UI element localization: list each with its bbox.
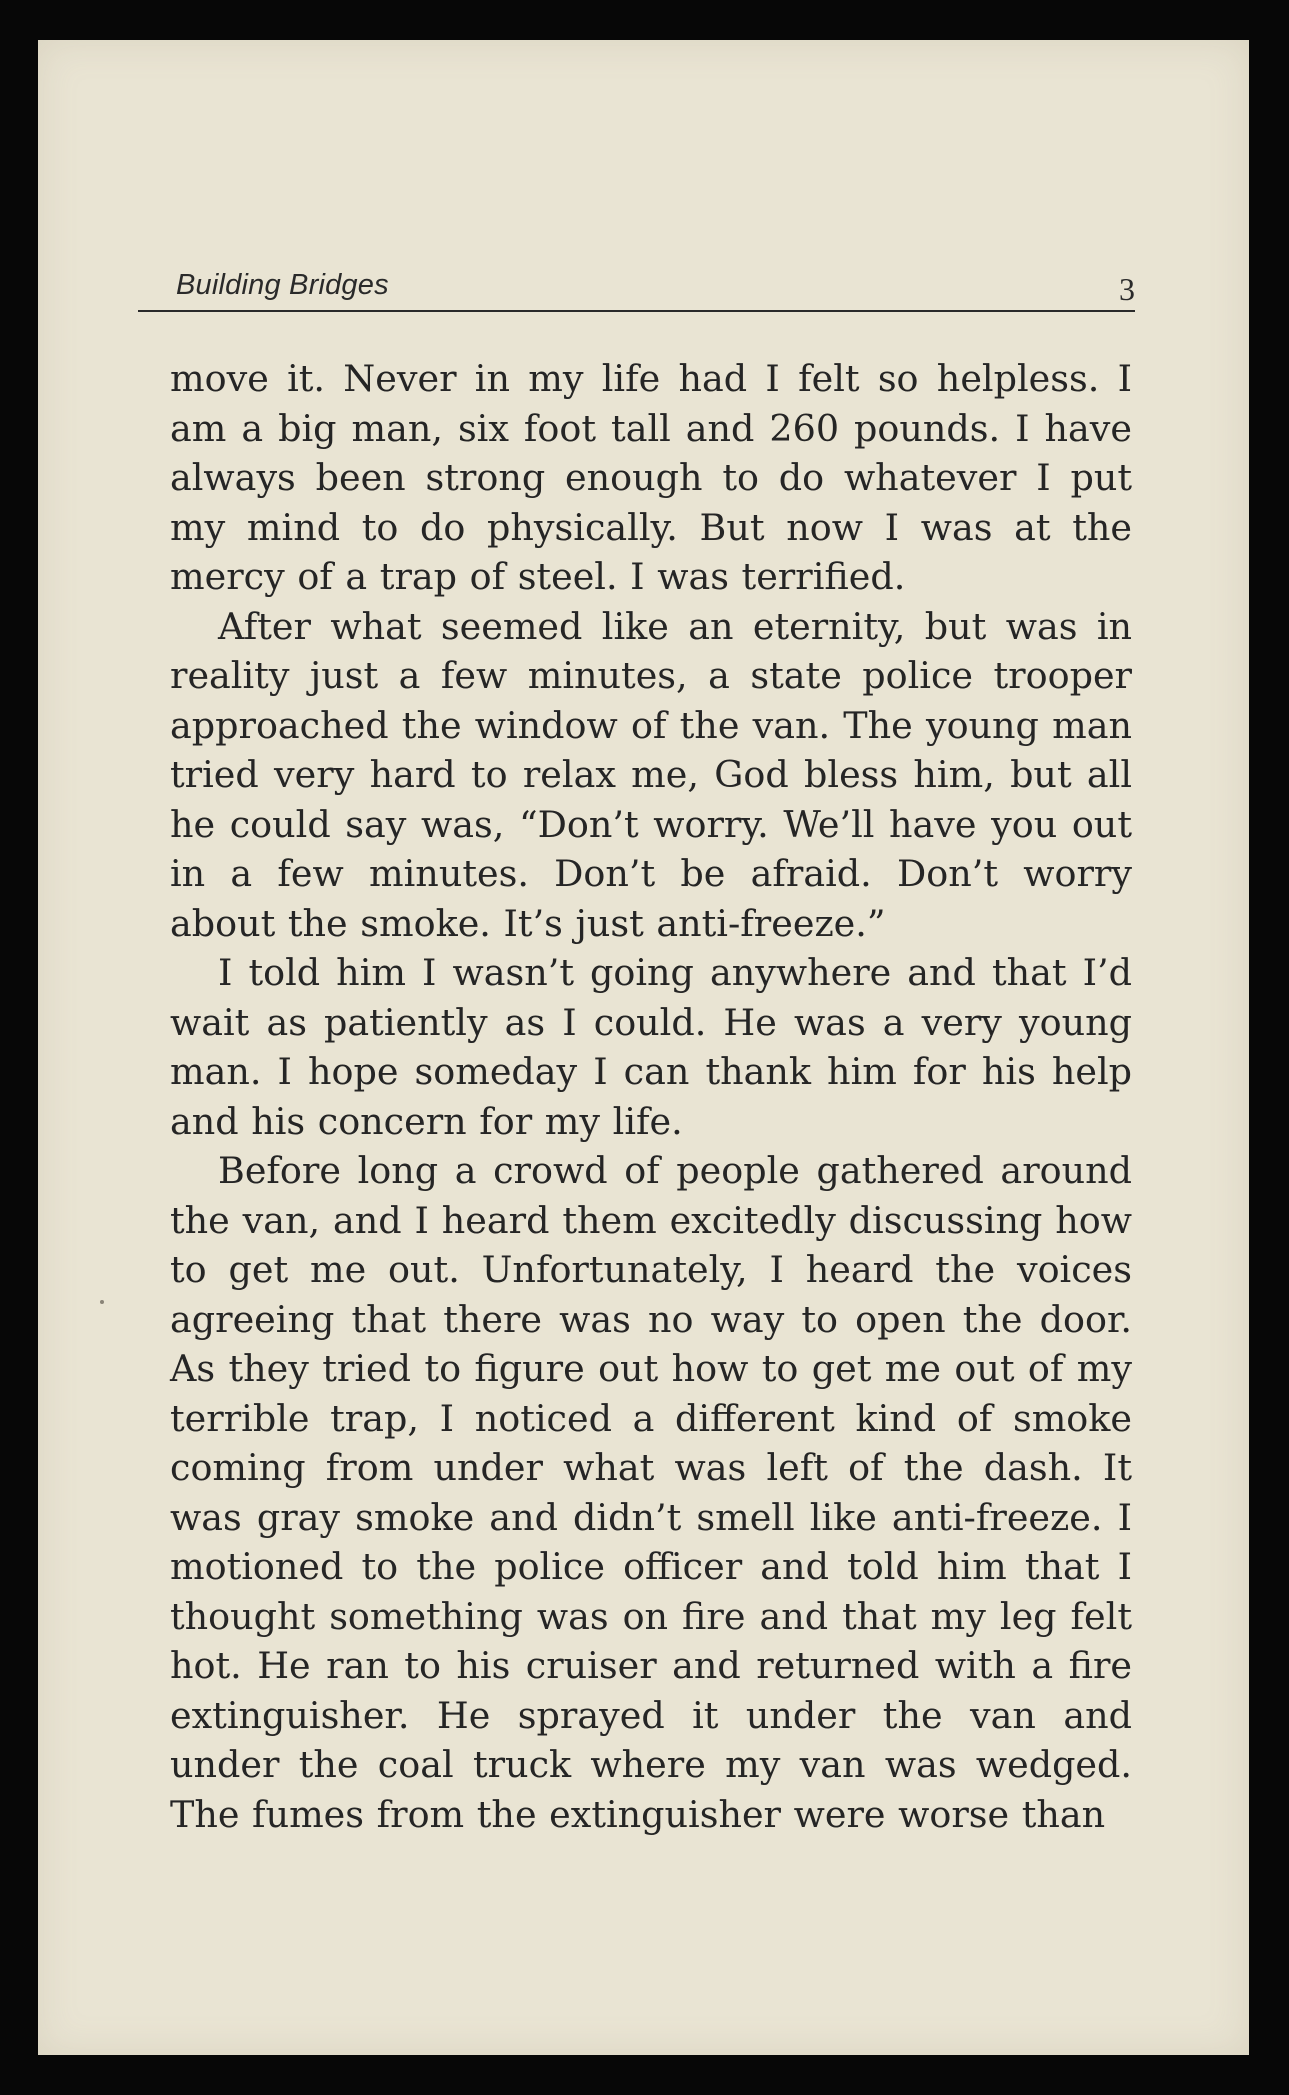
running-header [138,228,1135,312]
body-text [170,354,1132,1839]
page-number: 3 [1119,271,1135,307]
paragraph: Before long a crowd of people gathered around the van, and I heard them excitedly discussing how to get me out. Unfortunately, I heard the voices agreeing that there was no way to open the door. As they tried to figure out how to get me out of my terrible trap, I noticed a different kind of smoke coming from under what was left of the dash. It was gray smoke and didn’t smell like anti-freeze. I motioned to the police officer and told him that I thought something was on fire and that my leg felt hot. He ran to his cruiser and returned with a fire extinguisher. He sprayed it under the van and under the coal truck where my van was wedged. The fumes from the extinguisher were worse than [170,1149,1132,1836]
paper-speck [100,1300,104,1304]
paragraph: I told him I wasn’t going anywhere and that I’d wait as patiently as I could. He was a very young man. I hope someday I can thank him for his help and his concern for my life. [170,951,1132,1143]
paragraph: After what seemed like an eternity, but was in reality just a few minutes, a state police trooper approached the window of the van. The young man tried very hard to relax me, God bless him, but all he could say was, “Don’t worry. We’ll have you out in a few minutes. Don’t be afraid. Don’t worry about the smoke. It’s just anti-freeze.” [170,604,1132,945]
paragraph: move it. Never in my life had I felt so helpless. I am a big man, six foot tall and 260 pounds. I have always been strong enough to do whatever I put my mind to do physically. But now I was at the mercy of a trap of steel. I was terrified. [170,357,1132,598]
running-header-title: Building Bridges [176,269,389,301]
